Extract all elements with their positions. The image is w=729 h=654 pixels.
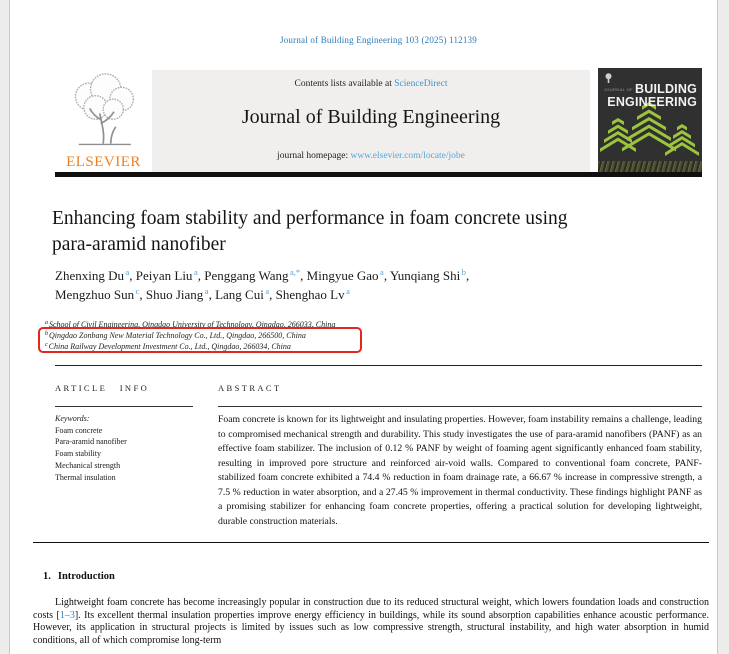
affiliation-superscript: c (45, 342, 48, 348)
author-separator: , (208, 286, 216, 302)
contents-line (152, 79, 590, 89)
author-separator: , (300, 268, 307, 283)
keyword-item: Foam concrete (55, 425, 103, 435)
keyword-item: Para-aramid nanofiber (55, 437, 127, 447)
author-affiliation-superscript: a,* (290, 267, 301, 277)
section-title: Introduction (57, 571, 115, 582)
abstract-heading: ABSTRACT (218, 383, 282, 393)
author-name: Peiyan Liu (135, 268, 193, 283)
author-affiliation-superscript: c (135, 285, 140, 296)
abstract-rule (218, 406, 702, 407)
homepage-link[interactable]: www.elsevier.com/locate/jobe (350, 151, 465, 161)
introduction-heading (43, 571, 115, 582)
affiliation-text: China Railway Development Investment Co., Ltd., Qingdao, 266034, China (48, 342, 291, 351)
cover-title-line2: ENGINEERING (607, 94, 697, 109)
journal-masthead (55, 70, 702, 172)
author-name: Mingyue Gao (306, 268, 379, 283)
keyword-item: Foam stability (55, 449, 101, 459)
author-affiliation-superscript: a (346, 285, 350, 296)
author-affiliation-superscript: a (380, 267, 384, 277)
author-name: Mengzhuo Sun (55, 286, 135, 302)
abstract-column (218, 383, 702, 529)
author (146, 287, 215, 302)
article-info-column (55, 383, 193, 483)
cover-title-block (604, 83, 697, 108)
abstract-text: Foam concrete is known for its lightweight and insulating properties. However, foam instability remains a challenge, leading to compromised mechanical strength and durability. This study investigates the use of para-aramid nanofibers (PANF) as an effective foam stabilizer. The inclusion of 0.12 % PANF by weight of foaming agent significantly enhanced foam stability, resulting in improved pore structure and reinforced air-void walls. Compared to conventional foam concrete, PANF-stabilized foam concrete exhibited a 74.4 % reduction in foam drainage rate, a 66.67 % increase in compressive strength, a 7.5 % reduction in water absorption, and a 27.45 % improvement in thermal conductivity. These findings highlight PANF as a promising stabilizer for enhancing foam concrete properties, offering a practical solution for developing lightweight, durable construction materials. (218, 414, 702, 527)
introduction-paragraph (33, 597, 709, 648)
author-affiliation-superscript: b (461, 267, 467, 277)
contents-prefix: Contents lists available at (294, 79, 395, 89)
article-info-rule (55, 406, 193, 407)
author-affiliation-superscript: a (125, 267, 130, 277)
elsevier-tree-icon (62, 70, 146, 150)
abstract-bottom-divider (33, 542, 709, 543)
author (136, 268, 204, 283)
author-name: Penggang Wang (204, 268, 289, 283)
affiliation-superscript: a (45, 320, 48, 326)
keyword-item: Mechanical strength (55, 460, 121, 470)
section-number: 1. (43, 571, 51, 582)
author-name: Lang Cui (215, 286, 264, 302)
author-separator: , (466, 268, 470, 283)
author (204, 268, 306, 283)
masthead-divider-bar (55, 172, 702, 177)
author-separator: , (129, 268, 136, 283)
citation-link[interactable]: 1–3 (59, 609, 75, 621)
journal-cover-thumbnail (598, 68, 702, 172)
journal-citation-link[interactable]: Journal of Building Engineering 103 (2025) 112139 (280, 35, 477, 45)
author-name: Yunqiang Shi (389, 268, 461, 283)
author-affiliation-superscript: a (193, 267, 198, 277)
affiliation-text: Qingdao Zonbang New Material Technology Co., Ltd., Qingdao, 266500, China (49, 331, 306, 340)
author-name: Zhenxing Du (55, 268, 124, 283)
author (55, 287, 146, 302)
author (390, 268, 469, 283)
author-separator: , (269, 286, 276, 302)
paper-page (9, 0, 718, 654)
author (276, 287, 350, 302)
article-title (52, 206, 684, 258)
affiliation-superscript: b (45, 331, 48, 337)
cover-bottom-band (598, 161, 702, 172)
author (307, 268, 390, 283)
author-separator: , (383, 268, 390, 283)
masthead-journal-title: Journal of Building Engineering (241, 106, 501, 128)
keywords-label: Keywords: (55, 414, 90, 423)
paragraph-text: Lightweight foam concrete has become increasingly popular in construction due to its reduced structural weight, which lowers foundation loads and construction costs [ (33, 597, 709, 621)
article-title-line2: para-aramid nanofiber (52, 234, 226, 255)
author-list (55, 267, 679, 304)
affiliation-highlight-box (38, 327, 362, 353)
author-affiliation-superscript: a (204, 285, 209, 296)
cover-kicker: JOURNAL OF (603, 87, 633, 92)
affiliation-text: School of Civil Engineering, Qingdao University of Technology, Qingdao, 266033, China (49, 320, 336, 329)
cover-title-line1: BUILDING (634, 82, 697, 96)
article-info-heading: ARTICLE INFO (55, 383, 150, 393)
homepage-line (152, 151, 590, 161)
article-title-line1: Enhancing foam stability and performance in foam concrete using (52, 208, 568, 229)
author-name: Shuo Jiang (145, 286, 204, 302)
author (215, 287, 276, 302)
keyword-item: Thermal insulation (55, 472, 116, 482)
homepage-prefix: journal homepage: (277, 151, 351, 161)
elsevier-logo (55, 70, 152, 172)
author-affiliation-superscript: a (265, 285, 270, 296)
sciencedirect-link[interactable]: ScienceDirect (394, 79, 448, 89)
contents-banner (152, 70, 590, 172)
front-matter-divider (55, 365, 702, 366)
elsevier-wordmark: ELSEVIER (66, 154, 141, 170)
author (55, 268, 136, 283)
author-name: Shenghao Lv (275, 286, 345, 302)
author-separator: , (197, 268, 205, 283)
paragraph-text: ]. Its excellent thermal insulation properties improve energy efficiency in buildings, while its sound absorption capabilities enhance acoustic performance. However, its application in structural projects is limited by issues such as low compressive strength, structural instability, and high water absorption in humid conditions, all of which compromise long-term (33, 609, 709, 647)
author-separator: , (139, 286, 146, 302)
